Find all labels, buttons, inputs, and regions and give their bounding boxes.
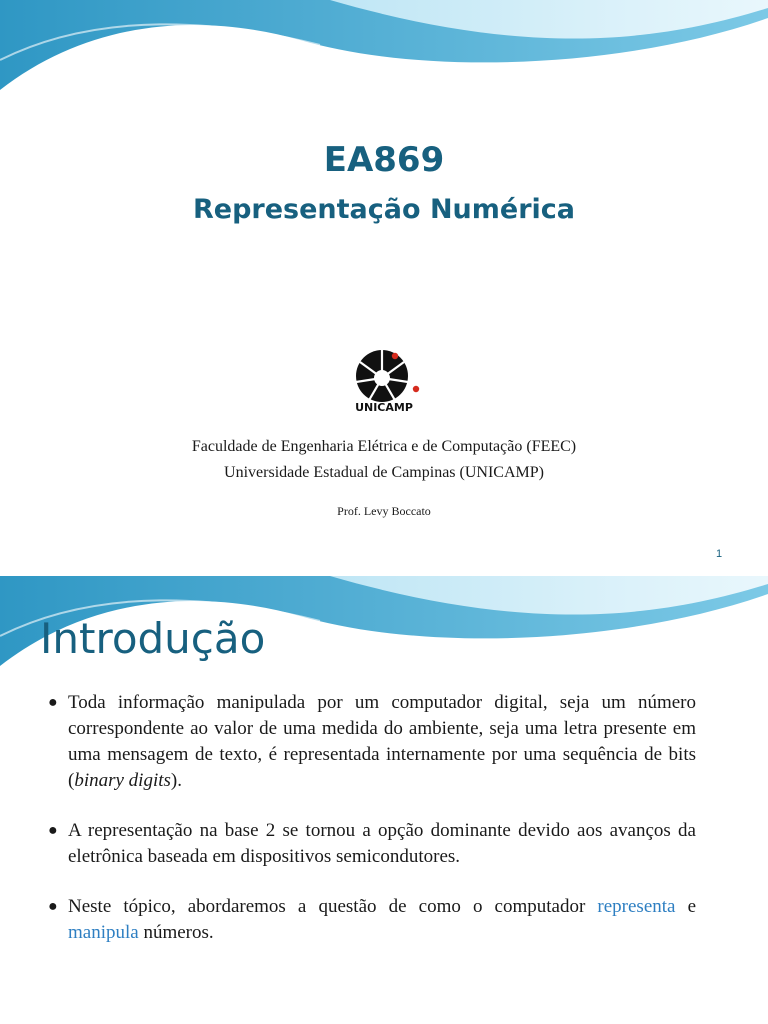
bullet-text: e [675,896,697,917]
bullet-italic-text: binary digits [74,770,171,791]
slide-title: Introdução [40,614,266,663]
header-wave-decoration [0,0,768,100]
professor-name: Prof. Levy Boccato [337,504,431,518]
faculty-name: Faculdade de Engenharia Elétrica e de Computação (FEEC) [191,438,577,455]
course-code: EA869 [323,140,445,180]
bullet-icon: ● [48,694,58,711]
bullet-icon: ● [48,822,58,839]
svg-text:UNICAMP: UNICAMP [355,401,413,412]
bullet-text: Neste tópico, abordaremos a questão de como o computador [68,896,598,917]
list-item [46,818,696,870]
unicamp-logo-icon [344,348,424,412]
content-slide [0,576,768,1024]
list-item [46,894,696,946]
bullet-text: números. [138,922,214,943]
bullet-icon: ● [48,898,58,915]
slide-title: Representação Numérica [192,194,576,225]
bullet-text: Toda informação manipulada por um computador digital, seja um número correspondente ao valor de uma medida do ambiente, seja uma letra presente em uma mensagem de texto, é representada internamente por uma sequência de bits ( [68,692,696,791]
bullet-text: A representação na base 2 se tornou a opção dominante devido aos avanços da eletrônica baseada em dispositivos semicondutores. [68,820,696,867]
university-name: Universidade Estadual de Campinas (UNICAMP) [224,464,544,481]
list-item [46,690,696,794]
bullet-text: ). [170,770,182,791]
highlight-term: representa [597,896,676,917]
bullet-list [46,690,696,970]
highlight-term: manipula [68,922,139,943]
page-number: 1 [716,548,723,560]
